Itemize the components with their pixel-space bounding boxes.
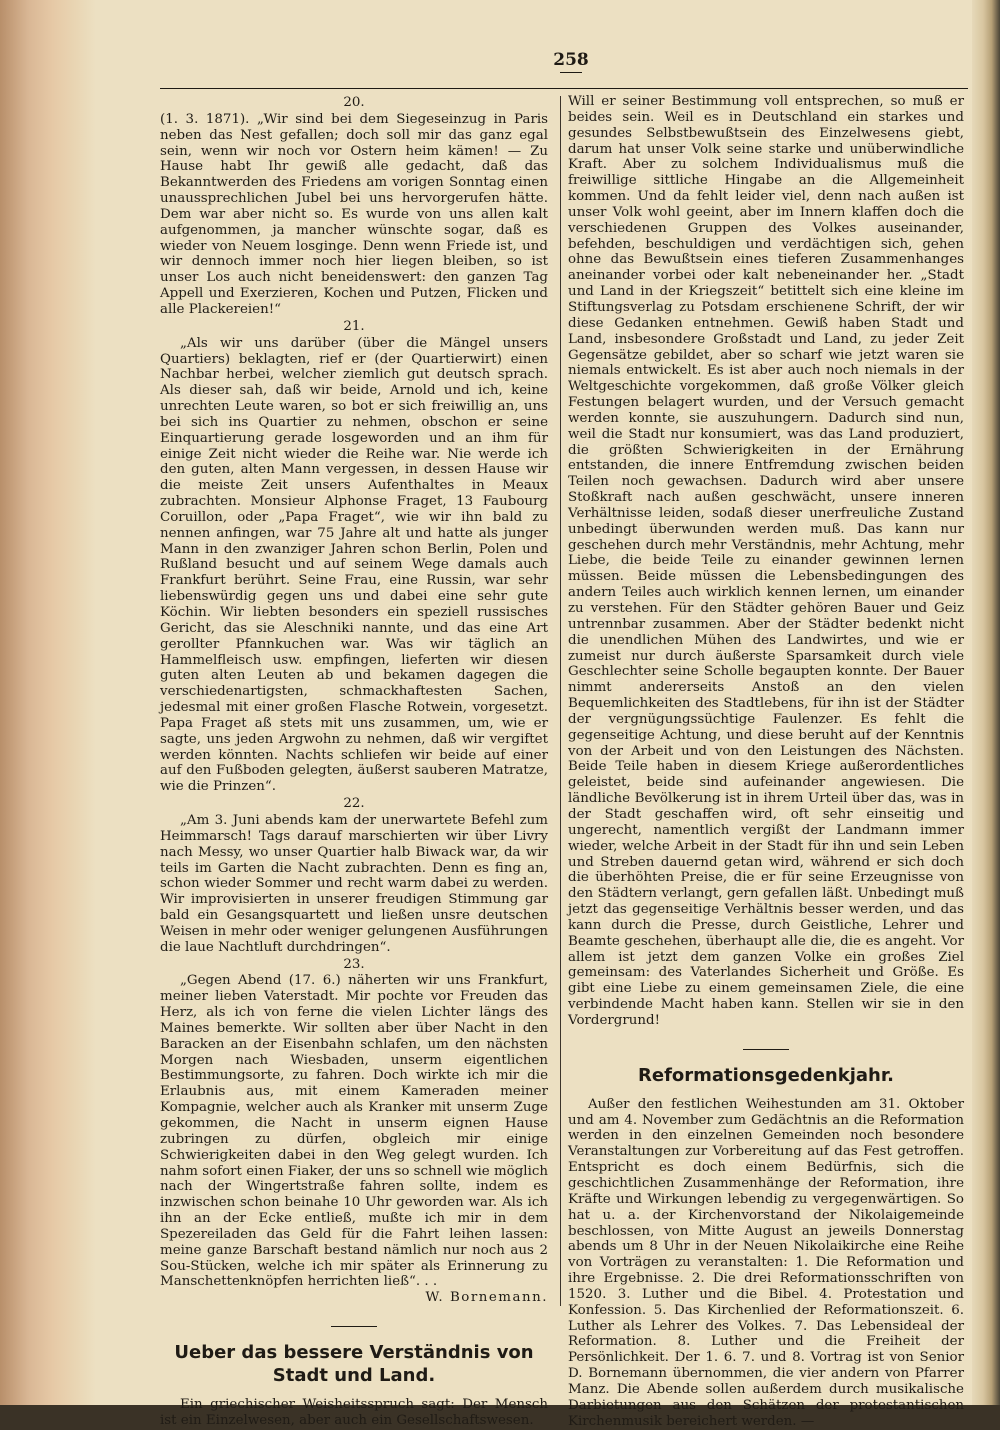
author-signature: W. Bornemann. bbox=[425, 1290, 548, 1306]
article-separator bbox=[743, 1049, 789, 1050]
page-number-underline bbox=[560, 72, 582, 73]
section-paragraph: (1. 3. 1871). „Wir sind bei dem Siegeseinzug in Paris neben das Nest gefallen; doch soll mir das ganz egal sein, wenn wir noch vor Ostern heim kämen! — Zu Hause habt Ihr gewiß alle gedacht, daß das Bekanntwerden des Friedens am vorigen Sonntag einen unaussprechlichen Jubel bei uns hervorgerufen hätte. Dem war aber nicht so. Es wurde von uns allen kalt aufgenommen, ja mancher wünschte sogar, daß es wieder von Neuem losginge. Denn wenn Friede ist, und wir dennoch immer noch hier liegen bleiben, so ist unser Los auch nicht beneidenswert: den ganzen Tag Appell und Exerzieren, Kochen und Putzen, Flicken und alle Plackereien!“ bbox=[160, 111, 548, 317]
article-separator bbox=[331, 1326, 377, 1327]
header-rule bbox=[160, 88, 968, 89]
section-number: 20. bbox=[343, 95, 365, 110]
section-paragraph: „Gegen Abend (17. 6.) näherten wir uns Frankfurt, meiner lieben Vaterstadt. Mir pochte vor Freuden das Herz, als ich von ferne die vielen Lichter längs des Maines bemerkte. Wir sollten aber über Nacht in den Baracken an der Eisenbahn schlafen, um den nächsten Morgen nach Wiesbaden, unserm eigentlichen Bestimmungsorte, zu fahren. Doch wirkte ich mir die Erlaubnis aus, mit einem Kameraden meiner Kompagnie, welcher auch als Kranker mit unserm Zuge gekommen, die Nacht in unserm eignen Hause zubringen zu dürfen, obgleich mir einige Schwierigkeiten dabei in den Weg gelegt wurden. Ich nahm sofort einen Fiaker, der uns so schnell wie möglich nach der Wingertstraße fahren sollte, indem es inzwischen schon beinahe 10 Uhr geworden war. Als ich ihn an der Ecke entließ, mußte ich mir in dem Spezereiladen das Geld für die Fahrt leihen lassen: meine ganze Barschaft bestand nämlich nur noch aus 2 Sou-Stücken, welche ich mir später als Erinnerung zu Manschettenknöpfen herrichten ließ“. . . bbox=[160, 973, 548, 1290]
article-intro: Ein griechischer Weisheitsspruch sagt: Der Mensch ist ein Einzelwesen, aber auch ein Gesellschaftswesen. bbox=[160, 1397, 548, 1428]
article-continuation: Will er seiner Bestimmung voll entsprechen, so muß er beides sein. Weil es in Deutschland ein starkes und gesundes Selbstbewußtsein des Einzelwesens giebt, darum hat unser Volk seine starke und unüberwindliche Kraft. Aber zu solchem Individualismus muß die freiwillige sittliche Hingabe an die Allgemeinheit kommen. Und da fehlt leider viel, denn nach außen ist unser Volk wohl geeint, aber im Innern klaffen doch die verschiedenen Gruppen des Volkes auseinander, befehden, beschuldigen und verdächtigen sich, gehen ohne das Bewußtsein eines tieferen Zusammenhanges aneinander vorbei oder kalt nebeneinander her. „Stadt und Land in der Kriegszeit“ betittelt sich eine kleine im Stiftungsverlag zu Potsdam erschienene Schrift, der wir diese Gedanken entnehmen. Gewiß haben Stadt und Land, insbesondere Großstadt und Land, zu jeder Zeit Gegensätze gebildet, aber so scharf wie jetzt waren sie niemals entwickelt. Es ist aber auch noch niemals in der Weltgeschichte vorgekommen, daß große Völker gleich Festungen belagert wurden, und der Versuch gemacht werden konnte, sie auszuhungern. Dadurch sind nun, weil die Stadt nur konsumiert, was das Land produziert, die größten Schwierigkeiten in der Ernährung entstanden, die innere Entfremdung zwischen beiden Teilen noch gewachsen. Dadurch wird aber unsere Stoßkraft nach außen geschwächt, unsere inneren Verhältnisse leiden, sodaß dieser unerfreuliche Zustand unbedingt überwunden werden muß. Das kann nur geschehen durch mehr Verständnis, mehr Achtung, mehr Liebe, die beide Teile zu einander gewinnen lernen müssen. Beide müssen die Lebensbedingungen des andern Teiles auch wirklich kennen lernen, um einander zu verstehen. Für den Städter gehören Bauer und Geiz untrennbar zusammen. Aber der Städter bedenkt nicht die unendlichen Mühen des Landwirtes, und wie er zumeist nur durch äußerste Sparsamkeit durch viele Geschlechter seine Scholle begaupten konnte. Der Bauer nimmt andererseits Anstoß an den vielen Bequemlichkeiten des Stadtlebens, für ihn ist der Städter der vergnügungssüchtige Faulenzer. Es fehlt die gegenseitige Achtung, und diese beruht auf der Kenntnis von der Arbeit und von den Leistungen des Nächsten. Beide Teile haben in diesem Kriege außerordentliches geleistet, beide sind aufeinander angewiesen. Die ländliche Bevölkerung ist in ihrem Urteil über das, was in der Stadt geschaffen wird, oft sehr einseitig und ungerecht, namentlich vergißt der Landmann immer wieder, welche Arbeit in der Stadt für ihn und sein Leben und Streben dauernd getan wird, während er sich doch die überhöhten Preise, die er für seine Erzeugnisse von den Städtern verlangt, gern gefallen läßt. Unbedingt muß jetzt das gegenseitige Verhältnis besser werden, und das kann durch die Presse, durch Geistliche, Lehrer und Beamte geschehen, überhaupt alle die, die es angeht. Vor allem ist jetzt dem ganzen Volke ein großes Ziel gemeinsam: des Vaterlandes Sicherheit und Größe. Es gibt eine Liebe zu einem gemeinsamen Ziele, die eine verbindende Macht haben kann. Stellen wir sie in den Vordergrund! bbox=[568, 94, 964, 1028]
section-paragraph: „Am 3. Juni abends kam der unerwartete Befehl zum Heimmarsch! Tags darauf marschierten wir über Livry nach Messy, wo unser Quartier halb Biwack war, da wir teils im Garten die Nacht zubrachten. Denn es fing an, schon wieder Sommer und recht warm dabei zu werden. Wir improvisierten in unserer freudigen Stimmung gar bald ein Gesangsquartett und ließen unsre deutschen Weisen in mehr oder weniger gelungenen Ausführungen die laue Nachtluft durchdringen“. bbox=[160, 812, 548, 955]
section-number: 23. bbox=[343, 956, 365, 972]
book-spine-shadow bbox=[0, 0, 96, 1405]
article-headline: Ueber das bessere Verständnis von Stadt und Land. bbox=[174, 1342, 534, 1387]
section-number: 21. bbox=[343, 318, 365, 334]
column-divider bbox=[560, 96, 561, 1306]
article-headline: Reformationsgedenkjahr. bbox=[638, 1064, 894, 1086]
section-number: 22. bbox=[343, 796, 365, 812]
page-edge bbox=[972, 0, 1000, 1405]
page-number: 258 bbox=[553, 50, 589, 70]
article-body: Außer den festlichen Weihestunden am 31. Oktober und am 4. November zum Gedächtnis an die Reformation werden in den einzelnen Gemeinden noch besondere Veranstaltungen zur Vorbereitung auf das Fest getroffen. Entspricht es doch einem Bedürfnis, sich die geschichtlichen Zusammenhänge der Reformation, ihre Kräfte und Wirkungen lebendig zu vergegenwärtigen. So hat u. a. der Kirchenvorstand der Nikolaigemeinde beschlossen, von Mitte August an jeweils Donnerstag abends um 8 Uhr in der Neuen Nikolaikirche eine Reihe von Vorträgen zu veranstalten: 1. Die Reformation und ihre Ergebnisse. 2. Die drei Reformationsschriften von 1520. 3. Luther und die Bibel. 4. Protestation und Konfession. 5. Das Kirchenlied der Reformationszeit. 6. Luther als Lehrer des Volkes. 7. Das Lebensideal der Reformation. 8. Luther und die Freiheit der Persönlichkeit. Der 1. 6. 7. und 8. Vortrag ist von Senior D. Bornemann übernommen, die vier andern von Pfarrer Manz. Die Abende sollen außerdem durch musikalische Darbietungen aus den Schätzen der protestantischen Kirchenmusik bereichert werden. — bbox=[568, 1096, 964, 1429]
right-column bbox=[568, 94, 964, 1430]
left-column bbox=[160, 94, 548, 1429]
section-paragraph: „Als wir uns darüber (über die Mängel unsers Quartiers) beklagten, rief er (der Quartierwirt) einen Nachbar herbei, welcher ziemlich gut deutsch sprach. Als dieser sah, daß wir beide, Arnold und ich, keine unrechten Leute waren, so bot er sich freiwillig an, uns bei sich ins Quartier zu nehmen, obschon er seine Einquartierung gerade losgeworden und an ihm für einige Zeit nicht wieder die Reihe war. Nie werde ich den guten, alten Mann vergessen, in dessen Hause wir die meiste Zeit unsers Aufenthaltes in Meaux zubrachten. Monsieur Alphonse Fraget, 13 Faubourg Coruillon, oder „Papa Fraget“, wie wir ihn bald zu nennen anfingen, war 75 Jahre alt und hatte als junger Mann in den zwanziger Jahren schon Berlin, Polen und Rußland besucht und auf seinem Wege damals auch Frankfurt berührt. Seine Frau, eine Russin, war sehr liebenswürdig gegen uns und dabei eine sehr gute Köchin. Wir liebten besonders ein speziell russisches Gericht, das sie Aleschniki nannte, und das eine Art gerollter Pfannkuchen war. Was wir täglich an Hammelfleisch usw. empfingen, lieferten wir diesen guten alten Leuten ab und bekamen dagegen die verschiedenartigsten, schmackhaftesten Sachen, jedesmal mit einer großen Flasche Rotwein, vorgesetzt. Papa Fraget aß stets mit uns zusammen, um, wie er sagte, uns jeden Argwohn zu nehmen, daß wir vergiftet werden könnten. Nachts schliefen wir beide auf einer auf den Fußboden gelegten, äußerst sauberen Matratze, wie die Prinzen“. bbox=[160, 335, 548, 795]
